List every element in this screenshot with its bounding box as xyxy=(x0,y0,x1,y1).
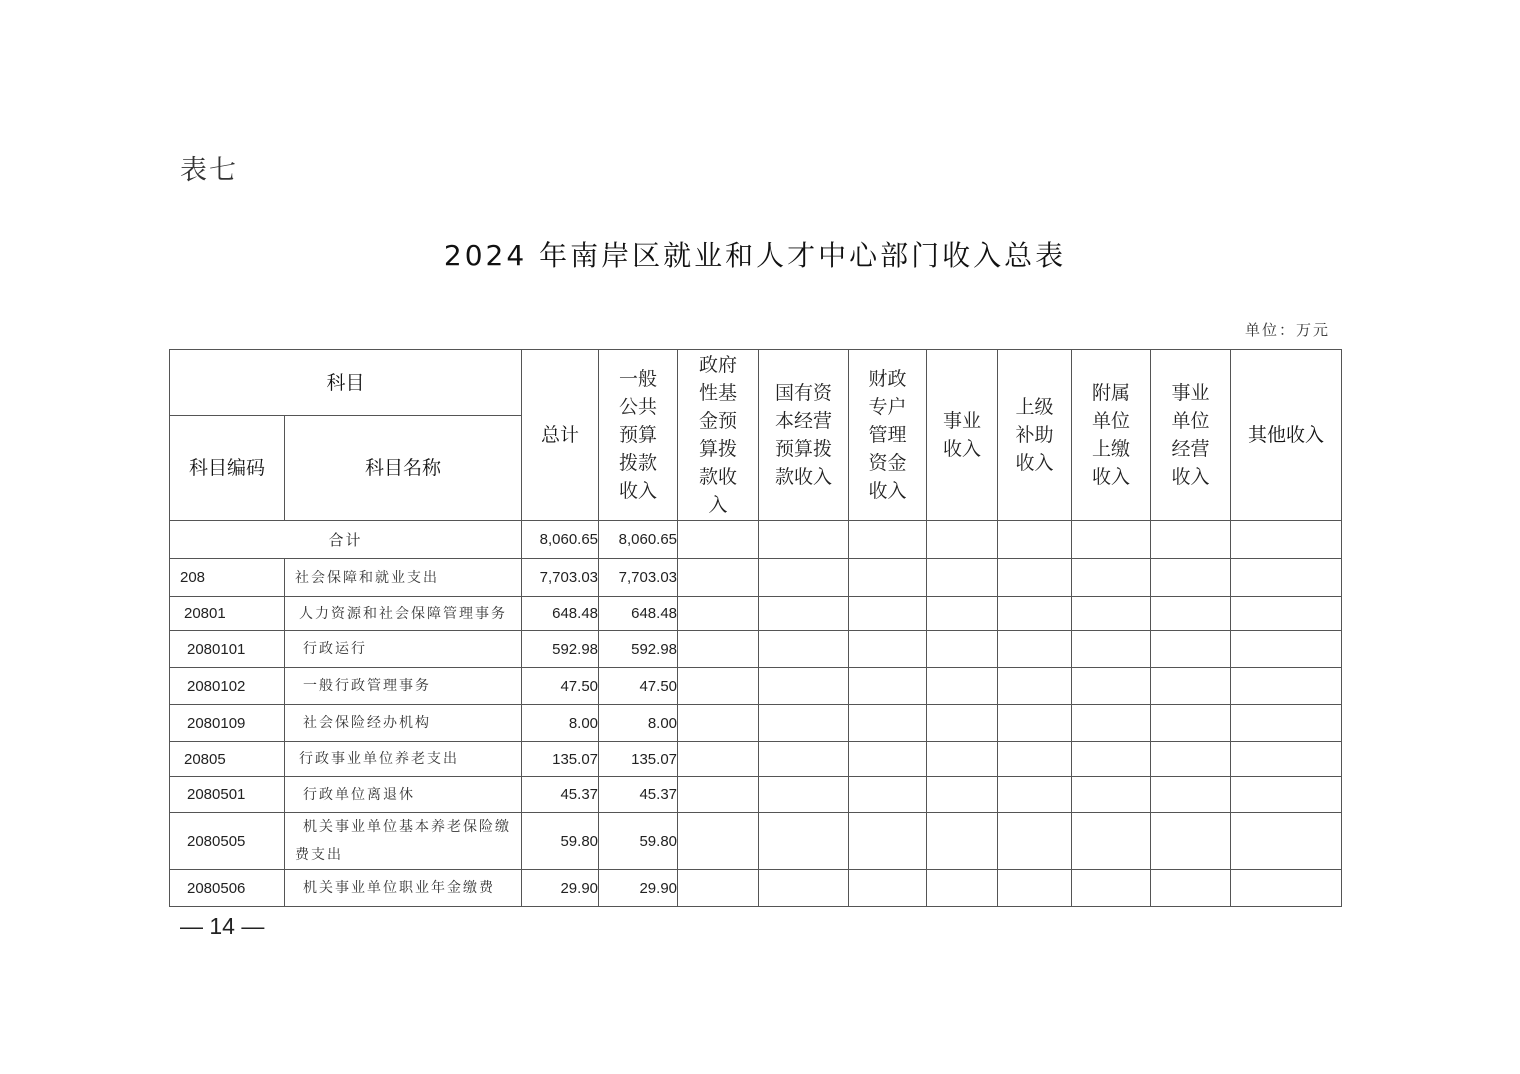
row-name: 一般行政管理事务 xyxy=(285,668,522,705)
table-row xyxy=(170,668,1342,705)
header-affiliated-income-text: 附属单位上缴收入 xyxy=(1092,382,1131,488)
header-affiliated-income xyxy=(1072,350,1151,521)
table-row xyxy=(170,870,1342,907)
table-row xyxy=(170,631,1342,668)
income-summary-table xyxy=(169,349,1342,907)
row-name: 行政事业单位养老支出 xyxy=(285,742,522,777)
row-code: 20801 xyxy=(170,597,285,631)
row-general-budget: 648.48 xyxy=(599,597,678,631)
header-general-budget xyxy=(599,350,678,521)
row-code: 208 xyxy=(170,559,285,597)
header-fiscal-special-text: 财政专户管理资金收入 xyxy=(868,368,907,502)
header-kemu-name: 科目名称 xyxy=(285,416,522,521)
row-code: 20805 xyxy=(170,742,285,777)
row-code: 2080505 xyxy=(170,813,285,870)
row-total: 592.98 xyxy=(522,631,599,668)
row-code: 2080102 xyxy=(170,668,285,705)
row-total: 648.48 xyxy=(522,597,599,631)
table-row xyxy=(170,597,1342,631)
total-sum: 8,060.65 xyxy=(522,521,599,559)
unit-label: 单位：万元 xyxy=(1244,321,1330,339)
row-name: 社会保险经办机构 xyxy=(285,705,522,742)
table-row xyxy=(170,559,1342,597)
row-total: 8.00 xyxy=(522,705,599,742)
table-row xyxy=(170,742,1342,777)
header-gov-fund-text: 政府性基金预算拨款收入 xyxy=(699,354,738,516)
header-kemu: 科目 xyxy=(170,350,522,416)
row-name: 机关事业单位职业年金缴费 xyxy=(285,870,522,907)
row-code: 2080501 xyxy=(170,777,285,813)
row-general-budget: 135.07 xyxy=(599,742,678,777)
row-general-budget: 29.90 xyxy=(599,870,678,907)
total-general-budget: 8,060.65 xyxy=(599,521,678,559)
page-title: 2024 年南岸区就业和人才中心部门收入总表 xyxy=(443,239,1067,272)
header-general-budget-text: 一般公共预算拨款收入 xyxy=(619,368,658,502)
total-label: 合计 xyxy=(170,521,522,559)
table-label: 表七 xyxy=(180,155,238,186)
header-total: 总计 xyxy=(522,350,599,521)
header-superior-subsidy-text: 上级补助收入 xyxy=(1015,396,1054,474)
header-business-income-text: 事业收入 xyxy=(943,410,982,460)
row-total: 29.90 xyxy=(522,870,599,907)
row-general-budget: 8.00 xyxy=(599,705,678,742)
table-row xyxy=(170,705,1342,742)
row-code: 2080109 xyxy=(170,705,285,742)
page-number: — 14 — xyxy=(180,913,265,939)
row-name: 人力资源和社会保障管理事务 xyxy=(285,597,522,631)
row-general-budget: 7,703.03 xyxy=(599,559,678,597)
row-general-budget: 592.98 xyxy=(599,631,678,668)
row-name: 社会保障和就业支出 xyxy=(285,559,522,597)
row-total: 7,703.03 xyxy=(522,559,599,597)
header-business-income xyxy=(927,350,998,521)
table-row xyxy=(170,813,1342,870)
row-total: 59.80 xyxy=(522,813,599,870)
row-total: 45.37 xyxy=(522,777,599,813)
row-total: 47.50 xyxy=(522,668,599,705)
header-kemu-code: 科目编码 xyxy=(170,416,285,521)
row-name: 行政单位离退休 xyxy=(285,777,522,813)
row-code: 2080101 xyxy=(170,631,285,668)
row-code: 2080506 xyxy=(170,870,285,907)
row-general-budget: 47.50 xyxy=(599,668,678,705)
header-other-income: 其他收入 xyxy=(1231,350,1342,521)
row-total: 135.07 xyxy=(522,742,599,777)
header-gov-fund xyxy=(678,350,759,521)
row-general-budget: 59.80 xyxy=(599,813,678,870)
table-row xyxy=(170,777,1342,813)
header-operating-income xyxy=(1151,350,1231,521)
row-name: 行政运行 xyxy=(285,631,522,668)
total-row xyxy=(170,521,1342,559)
header-state-capital-text: 国有资本经营预算拨款收入 xyxy=(775,382,833,488)
row-name: 机关事业单位基本养老保险缴费支出 xyxy=(285,813,522,870)
header-fiscal-special xyxy=(849,350,927,521)
header-operating-income-text: 事业单位经营收入 xyxy=(1171,382,1210,488)
header-state-capital xyxy=(759,350,849,521)
header-superior-subsidy xyxy=(998,350,1072,521)
row-general-budget: 45.37 xyxy=(599,777,678,813)
